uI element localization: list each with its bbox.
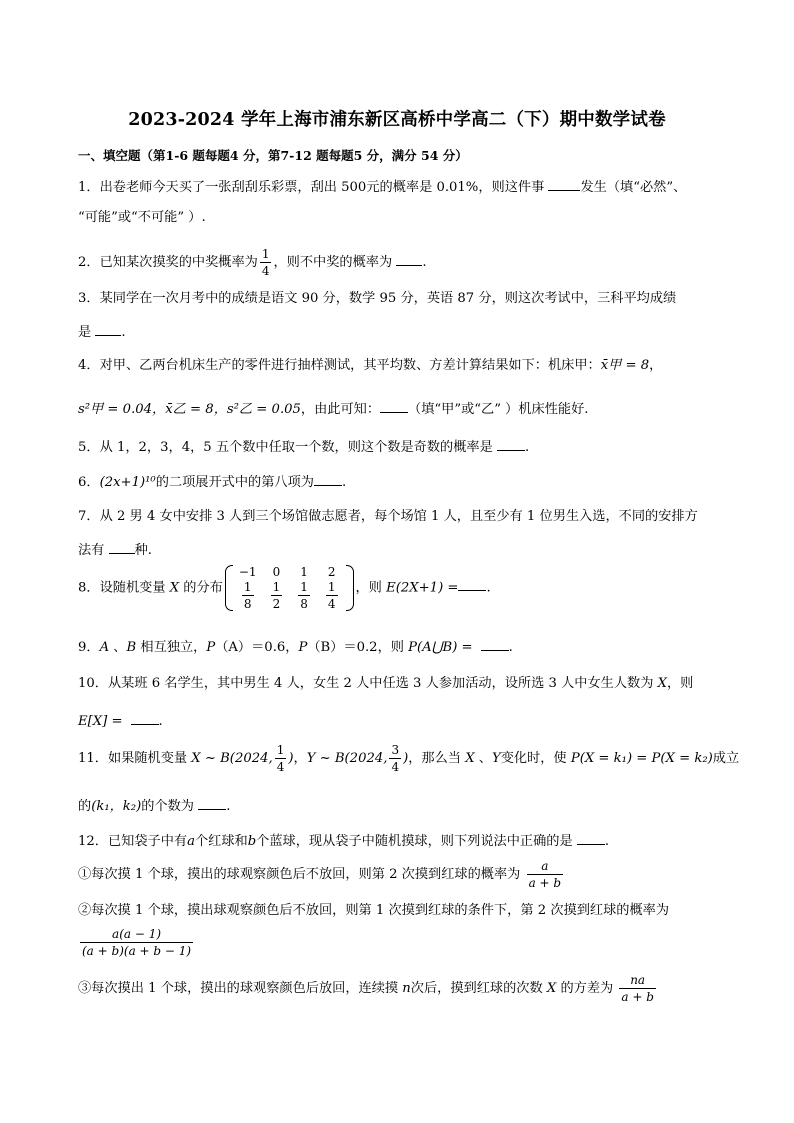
q11-text: 11．如果随机变量 (78, 751, 192, 766)
frac-num: 1 (272, 579, 281, 594)
left-paren (225, 565, 233, 611)
option-2-line-1: ②每次摸 1 个球，摸出球观察颜色后不放回，则第 1 次摸到红球的条件下，第 2 次摸到红球的概率为 (78, 903, 670, 918)
q1-text-2: 发生（填“必然”、 (580, 180, 687, 195)
q7-text: 法有 (78, 543, 109, 558)
answer-blank[interactable] (95, 323, 121, 336)
matrix-cell: 1 (300, 565, 308, 579)
q4-text-3: （填“甲”或“乙” ）机床性能好. (408, 402, 589, 417)
option-2-line-2 (78, 928, 195, 957)
q9-expression: P(A⋃B) = (408, 640, 473, 655)
q8-end: . (486, 580, 491, 596)
right-paren (346, 565, 354, 611)
answer-blank[interactable] (198, 797, 226, 810)
q11-frac-2 (389, 744, 401, 773)
q12-text: 12．已知袋子中有 (78, 834, 188, 849)
question-12 (78, 832, 609, 848)
q11-sep-2: 、 (474, 751, 492, 766)
answer-blank[interactable] (577, 832, 605, 845)
q12-var-a: a (187, 834, 195, 849)
q5-end: . (524, 440, 530, 455)
option-1 (78, 860, 565, 889)
q8-expression: E(2X+1) = (386, 580, 459, 596)
answer-blank[interactable] (131, 712, 159, 725)
q11-var-y: Y (491, 751, 501, 766)
q8-text-3: ，则 (355, 580, 387, 596)
frac-num: 1 (300, 579, 308, 594)
q8-text: 8．设随机变量 (78, 580, 170, 596)
q6-end: . (341, 475, 347, 490)
frac-den: 2 (272, 596, 281, 611)
question-4-line-2 (78, 400, 588, 416)
q9-event-a: A (99, 640, 110, 655)
q10-text: 10．从某班 6 名学生，其中男生 4 人，女生 2 人中任选 3 人参加活动，设所选 3 人中女生人数为 (78, 676, 658, 691)
option-3-text-2: 次后，摸到红球的次数 (410, 981, 547, 996)
matrix-cell: −1 (238, 565, 257, 579)
q4-mean-jia: x̄甲 = 8 (600, 358, 650, 373)
q10-text-2: ，则 (666, 676, 694, 691)
q8-text-2: 的分布 (179, 580, 223, 596)
q9-p1: P (206, 640, 216, 655)
q6-expression: (2x+1)¹⁰ (99, 475, 156, 490)
question-7-line-2 (78, 541, 152, 557)
q11-frac-1 (275, 744, 287, 773)
question-8 (78, 565, 491, 611)
option-3-var-n: n (402, 981, 411, 996)
q11-text-6: 的个数为 (141, 799, 199, 814)
answer-blank[interactable] (458, 578, 486, 591)
q4-text: 4．对甲、乙两台机床生产的零件进行抽样测试，其平均数、方差计算结果如下：机床甲： (78, 358, 601, 373)
question-10-line-1 (78, 677, 693, 690)
frac-num: 3 (391, 743, 400, 757)
q8-distribution-matrix (225, 565, 354, 611)
q9-p2: P (298, 640, 308, 655)
q4-var-jia: s²甲 = 0.04 (78, 402, 153, 417)
frac-den: 8 (300, 596, 308, 611)
question-10-line-2 (78, 712, 163, 728)
frac-den: a + b (621, 990, 654, 1004)
q12-text-2: 个红球和 (194, 834, 248, 849)
section-heading-fill-in: 一、填空题（第1-6 题每题4 分，第7-12 题每题5 分，满分 54 分） (78, 148, 468, 163)
question-2 (78, 248, 427, 277)
q11-text-4: 成立 (712, 751, 740, 766)
q2-text-2: ，则不中奖的概率为 (273, 255, 397, 270)
frac-den: a + b (528, 876, 562, 890)
q1-text: 1．出卷老师今天买了一张刮刮乐彩票，刮出 500元的概率是 0.01%，则这件事 (78, 180, 549, 195)
matrix-cell: 2 (327, 565, 336, 579)
q11-text-3: 变化时，使 (500, 751, 571, 766)
matrix-cell: 0 (272, 565, 281, 579)
exam-title: 2023-2024 学年上海市浦东新区高桥中学高二（下）期中数学试卷 (128, 110, 666, 130)
q6-text: 的二项展开式中的第八项为 (155, 475, 314, 490)
question-7-line-1: 7．从 2 男 4 女中安排 3 人到三个场馆做志愿者，每个场馆 1 人，且至少有 1 位男生入选，不同的安排方 (78, 509, 698, 524)
q2-frac-den: 4 (261, 264, 270, 278)
q2-text: 2．已知某次摸奖的中奖概率为 (78, 255, 258, 270)
option-3-text-3: 的方差为 (556, 981, 618, 996)
frac-num: 1 (276, 743, 285, 757)
frac-num: na (619, 974, 656, 989)
frac-num: a (527, 860, 564, 875)
q12-end: . (604, 834, 610, 849)
frac-den: (a + b)(a + b − 1) (82, 944, 192, 958)
q9-sep: 、 (109, 640, 127, 655)
q10-variable: X (657, 676, 667, 691)
answer-blank[interactable] (497, 438, 525, 451)
answer-blank[interactable] (396, 253, 422, 266)
q3-text: 是 (78, 325, 96, 340)
question-1-line-1 (78, 178, 686, 194)
option-3-fraction (619, 974, 656, 1003)
frac-den: 4 (391, 760, 400, 774)
q11-paren: ) (403, 751, 409, 766)
option-2-fraction (80, 928, 193, 957)
q6-number: 6． (78, 475, 100, 490)
q11-var-x: X (465, 751, 475, 766)
q11-paren: ) (288, 751, 294, 766)
question-6 (78, 473, 346, 489)
q12-var-b: b (247, 834, 257, 849)
answer-blank[interactable] (481, 638, 509, 651)
q4-mean-yi: ，x̄乙 = 8 (152, 402, 214, 417)
q11-dist-x: X ~ B(2024, (191, 751, 273, 766)
matrix-cell (233, 580, 263, 611)
q11-sep: ， (293, 751, 307, 766)
question-11-line-2 (78, 797, 230, 813)
q9-text: 相互独立， (136, 640, 207, 655)
frac-den: 4 (276, 760, 285, 774)
question-5 (78, 438, 529, 454)
matrix-cell (290, 580, 318, 611)
question-4-line-1 (78, 359, 662, 372)
answer-blank[interactable] (109, 541, 135, 554)
frac-num: a(a − 1) (80, 928, 193, 943)
q5-text: 5．从 1，2，3，4，5 五个数中任取一个数，则这个数是奇数的概率是 (78, 440, 497, 455)
q11-equation: P(X = k₁) = P(X = k₂) (570, 751, 713, 766)
frac-den: 4 (327, 596, 336, 611)
option-1-fraction (527, 860, 564, 889)
q8-matrix-table (233, 565, 346, 611)
question-9 (78, 638, 513, 654)
answer-blank[interactable] (380, 400, 408, 413)
q11-text-2: ，那么当 (408, 751, 466, 766)
q9-text-3: （B）＝0.2，则 (307, 640, 409, 655)
option-3-var-x: X (546, 981, 557, 996)
q4-sep: ， (649, 358, 663, 373)
matrix-cell (318, 580, 346, 611)
frac-num: 1 (243, 579, 252, 594)
frac-num: 1 (327, 579, 336, 594)
q4-var-yi: ，s²乙 = 0.05 (213, 402, 301, 417)
matrix-cell (263, 580, 291, 611)
q11-dist-y: Y ~ B(2024, (306, 751, 388, 766)
question-1-line-2: “可能”或“不可能” ）. (78, 210, 206, 225)
question-3-line-1: 3．某同学在一次月考中的成绩是语文 90 分，数学 95 分，英语 87 分，则这次考试中，三科平均成绩 (78, 291, 677, 306)
q9-end: . (508, 640, 513, 655)
answer-blank[interactable] (314, 473, 342, 486)
q12-text-3: 个蓝球，现从袋子中随机摸球，则下列说法中正确的是 (256, 834, 577, 849)
q8-variable: X (169, 580, 180, 596)
q11-end: . (226, 799, 231, 814)
frac-den: 8 (243, 596, 252, 611)
option-1-text: ①每次摸 1 个球，摸出的球观察颜色后不放回，则第 2 次摸到红球的概率为 (78, 867, 525, 882)
q10-end: . (158, 714, 163, 729)
q11-text-5: 的 (78, 799, 92, 814)
option-3 (78, 974, 658, 1003)
q7-end: 种. (134, 543, 152, 558)
q2-fraction (260, 248, 272, 277)
q4-text-2: ，由此可知： (300, 402, 381, 417)
question-3-line-2 (78, 323, 126, 339)
q2-frac-num: 1 (261, 247, 270, 261)
q9-text-2: （A）＝0.6， (215, 640, 299, 655)
q9-number: 9． (78, 640, 100, 655)
option-3-text: ③每次摸出 1 个球，摸出的球观察颜色后放回，连续摸 (78, 981, 403, 996)
q3-end: . (121, 325, 126, 340)
answer-blank[interactable] (548, 178, 580, 191)
q10-expression: E[X] = (78, 714, 123, 729)
q11-pair: (k₁，k₂) (91, 799, 142, 814)
q9-event-b: B (126, 640, 137, 655)
q2-end: . (422, 255, 427, 270)
question-11-line-1 (78, 744, 739, 773)
